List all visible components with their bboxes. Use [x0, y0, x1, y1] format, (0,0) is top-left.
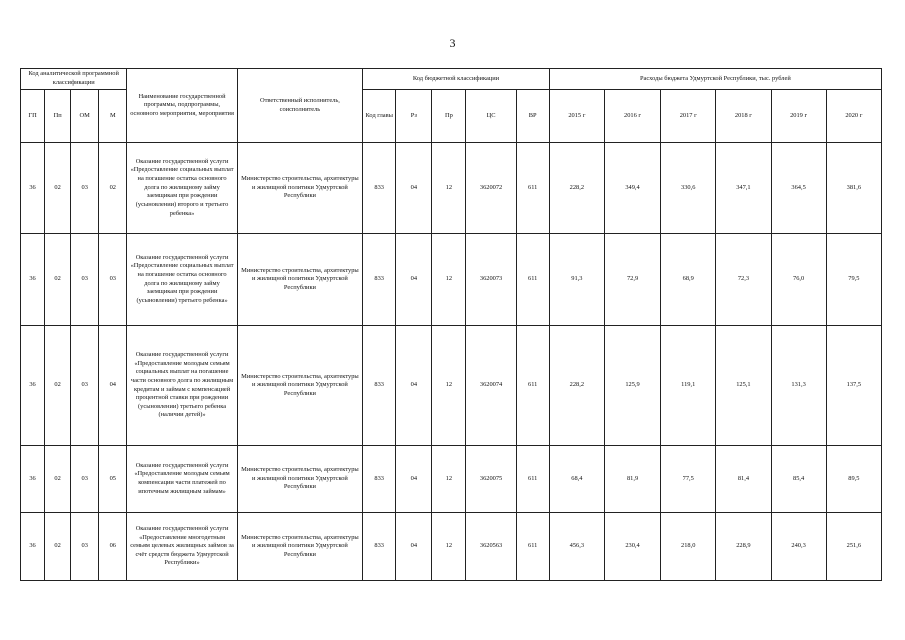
cell-cs: 3620072: [466, 143, 516, 234]
cell-gp: 36: [21, 234, 45, 326]
cell-kod: 833: [363, 513, 396, 581]
header-year-2018: 2018 г: [716, 90, 771, 143]
cell-cs: 3620075: [466, 446, 516, 513]
cell-kod: 833: [363, 446, 396, 513]
cell-2017: 119,1: [661, 326, 716, 446]
cell-pr: 12: [432, 326, 466, 446]
header-gp: ГП: [21, 90, 45, 143]
table-row: [21, 326, 882, 446]
cell-gp: 36: [21, 326, 45, 446]
cell-2017: 77,5: [661, 446, 716, 513]
header-expenses: Расходы бюджета Удмуртской Республики, тыс. рублей: [549, 69, 881, 90]
cell-kod: 833: [363, 326, 396, 446]
cell-rz: 04: [396, 446, 432, 513]
cell-om: 03: [71, 143, 99, 234]
cell-kod: 833: [363, 234, 396, 326]
header-year-2019: 2019 г: [771, 90, 826, 143]
page-number: 3: [449, 36, 456, 50]
cell-m: 02: [99, 143, 127, 234]
header-pr: Пр: [432, 90, 466, 143]
cell-2016: 230,4: [604, 513, 660, 581]
cell-executor: Министерство строительства, архитектуры и жилищной политики Удмуртской Республики: [237, 513, 362, 581]
cell-2018: 72,3: [716, 234, 771, 326]
cell-2017: 330,6: [661, 143, 716, 234]
cell-name: Оказание государственной услуги «Предоставление социальных выплат на погашение остатка основного долга по жилищному займу заемщикам при рождении (усыновлении) второго и третьего ребенка»: [127, 143, 237, 234]
cell-pp: 02: [45, 513, 71, 581]
cell-rz: 04: [396, 513, 432, 581]
header-year-2015: 2015 г: [549, 90, 604, 143]
cell-2019: 85,4: [771, 446, 826, 513]
header-code-group: Код аналитической программной классификации: [21, 69, 127, 90]
header-vr: ВР: [516, 90, 549, 143]
cell-2015: 456,3: [549, 513, 604, 581]
header-cs: ЦС: [466, 90, 516, 143]
cell-executor: Министерство строительства, архитектуры и жилищной политики Удмуртской Республики: [237, 326, 362, 446]
cell-2019: 131,3: [771, 326, 826, 446]
header-kod-glavy: Код главы: [363, 90, 396, 143]
cell-2020: 381,6: [826, 143, 881, 234]
cell-om: 03: [71, 513, 99, 581]
table-row: [21, 446, 882, 513]
cell-m: 06: [99, 513, 127, 581]
cell-2015: 228,2: [549, 143, 604, 234]
cell-2018: 347,1: [716, 143, 771, 234]
cell-cs: 3620563: [466, 513, 516, 581]
cell-2020: 251,6: [826, 513, 881, 581]
cell-name: Оказание государственной услуги «Предоставление многодетным семьям целевых жилищных займов за счёт средств бюджета Удмуртской Республики»: [127, 513, 237, 581]
table-row: [21, 513, 882, 581]
cell-pp: 02: [45, 234, 71, 326]
cell-2018: 81,4: [716, 446, 771, 513]
header-om: ОМ: [71, 90, 99, 143]
cell-pr: 12: [432, 234, 466, 326]
cell-name: Оказание государственной услуги «Предоставление молодым семьям социальных выплат на погашение части основного долга по жилищным кредитам и займам с компенсацией процентной ставки при рождении (усыновлении) третьего ребенка (наличии детей)»: [127, 326, 237, 446]
cell-2015: 68,4: [549, 446, 604, 513]
cell-2019: 240,3: [771, 513, 826, 581]
cell-executor: Министерство строительства, архитектуры и жилищной политики Удмуртской Республики: [237, 446, 362, 513]
cell-rz: 04: [396, 143, 432, 234]
cell-pp: 02: [45, 326, 71, 446]
cell-m: 05: [99, 446, 127, 513]
header-pp: Пп: [45, 90, 71, 143]
cell-2019: 364,5: [771, 143, 826, 234]
cell-rz: 04: [396, 234, 432, 326]
header-name: Наименование государственной программы, подпрограммы, основного мероприятия, мероприятия: [127, 69, 237, 143]
cell-om: 03: [71, 446, 99, 513]
header-year-2020: 2020 г: [826, 90, 881, 143]
cell-vr: 611: [516, 326, 549, 446]
cell-kod: 833: [363, 143, 396, 234]
cell-2017: 68,9: [661, 234, 716, 326]
cell-gp: 36: [21, 446, 45, 513]
cell-2016: 349,4: [604, 143, 660, 234]
cell-2020: 137,5: [826, 326, 881, 446]
cell-2018: 228,9: [716, 513, 771, 581]
header-budget-class: Код бюджетной классификации: [363, 69, 550, 90]
cell-om: 03: [71, 234, 99, 326]
cell-2016: 81,9: [604, 446, 660, 513]
cell-2016: 125,9: [604, 326, 660, 446]
cell-2015: 228,2: [549, 326, 604, 446]
cell-2020: 79,5: [826, 234, 881, 326]
cell-executor: Министерство строительства, архитектуры и жилищной политики Удмуртской Республики: [237, 143, 362, 234]
cell-name: Оказание государственной услуги «Предоставление социальных выплат на погашение остатка основного долга по жилищному займу заемщикам при рождении (усыновлении) третьего ребенка»: [127, 234, 237, 326]
cell-om: 03: [71, 326, 99, 446]
cell-cs: 3620073: [466, 234, 516, 326]
cell-gp: 36: [21, 513, 45, 581]
cell-vr: 611: [516, 446, 549, 513]
table-row: [21, 234, 882, 326]
cell-m: 04: [99, 326, 127, 446]
cell-vr: 611: [516, 234, 549, 326]
header-year-2017: 2017 г: [661, 90, 716, 143]
cell-2017: 218,0: [661, 513, 716, 581]
header-m: М: [99, 90, 127, 143]
cell-name: Оказание государственной услуги «Предоставление молодым семьям компенсации части платежей по ипотечным жилищным займам»: [127, 446, 237, 513]
cell-pr: 12: [432, 446, 466, 513]
budget-table: [20, 68, 882, 581]
cell-m: 03: [99, 234, 127, 326]
cell-2018: 125,1: [716, 326, 771, 446]
cell-2020: 89,5: [826, 446, 881, 513]
cell-2016: 72,9: [604, 234, 660, 326]
cell-pp: 02: [45, 143, 71, 234]
cell-vr: 611: [516, 513, 549, 581]
cell-pr: 12: [432, 513, 466, 581]
cell-executor: Министерство строительства, архитектуры и жилищной политики Удмуртской Республики: [237, 234, 362, 326]
cell-2015: 91,3: [549, 234, 604, 326]
cell-vr: 611: [516, 143, 549, 234]
cell-cs: 3620074: [466, 326, 516, 446]
cell-pp: 02: [45, 446, 71, 513]
header-year-2016: 2016 г: [604, 90, 660, 143]
cell-gp: 36: [21, 143, 45, 234]
cell-rz: 04: [396, 326, 432, 446]
header-executor: Ответственный исполнитель, соисполнитель: [237, 69, 362, 143]
cell-pr: 12: [432, 143, 466, 234]
table-row: [21, 143, 882, 234]
cell-2019: 76,0: [771, 234, 826, 326]
header-rz: Рз: [396, 90, 432, 143]
